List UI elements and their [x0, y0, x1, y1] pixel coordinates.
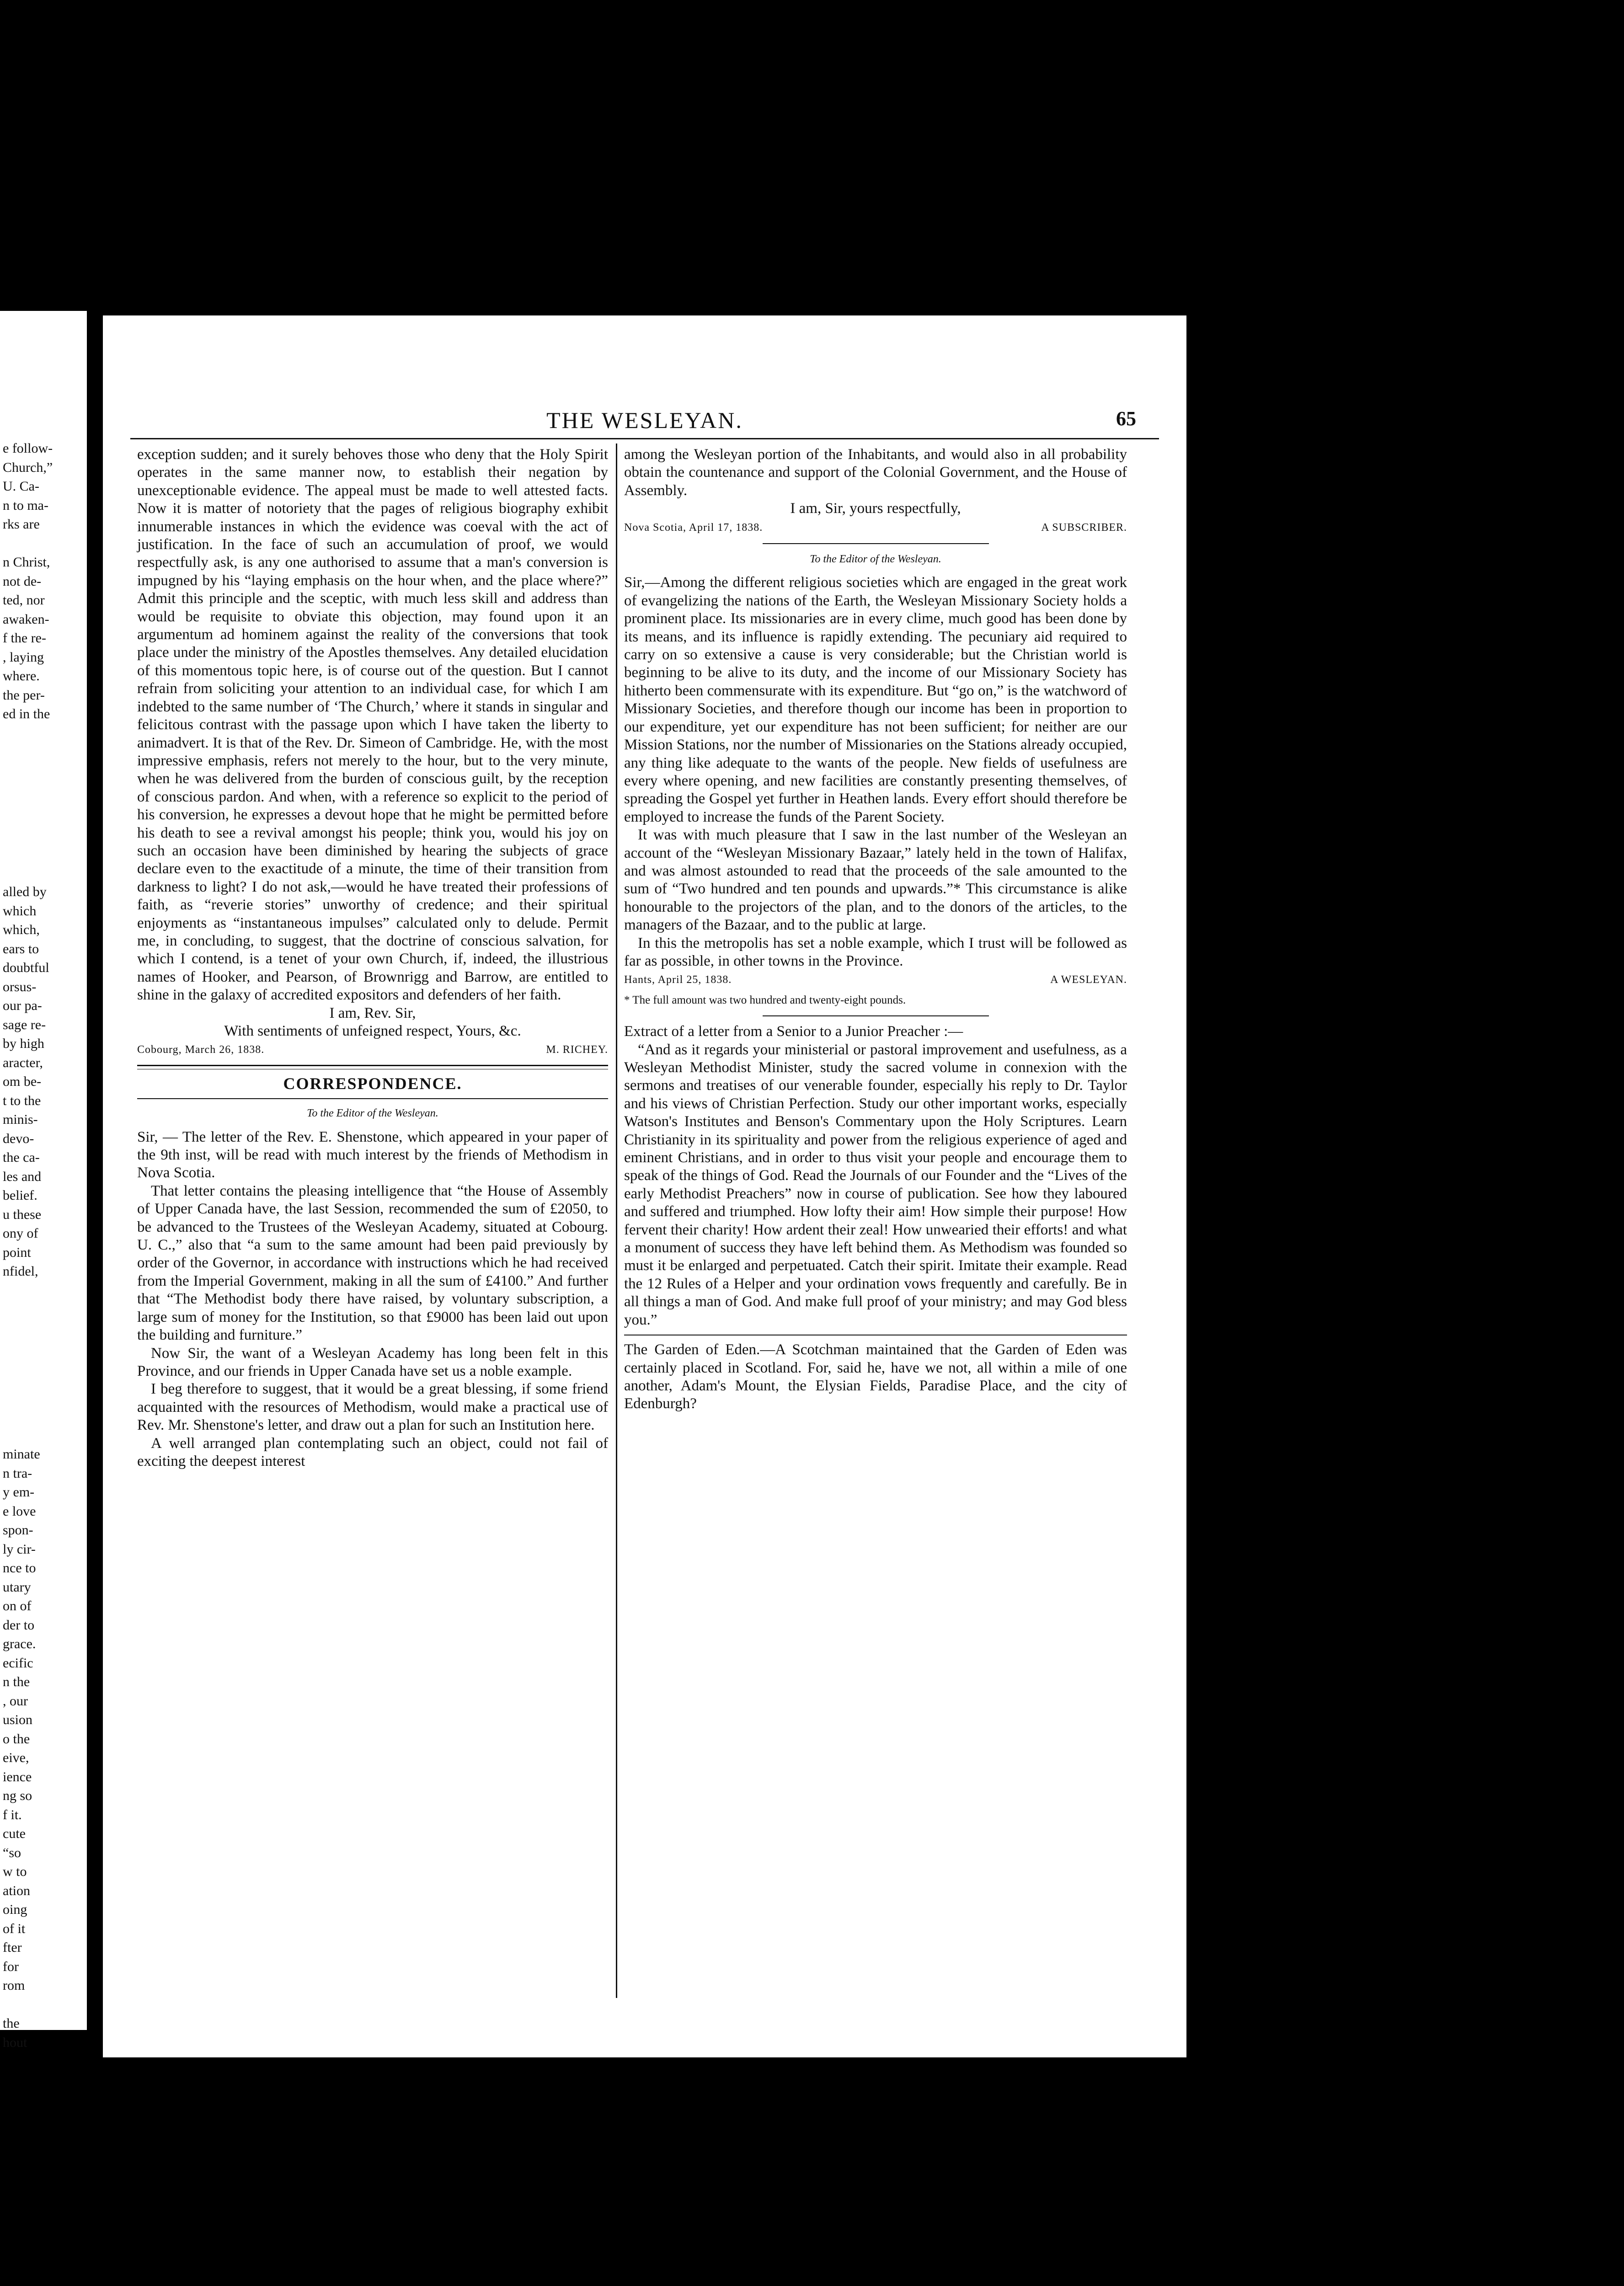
fragment-line: the — [3, 2016, 20, 2031]
fragment-line: spon- — [3, 1522, 33, 1538]
fragment-line: nce to — [3, 1560, 36, 1576]
fragment-line: rks are — [3, 517, 40, 532]
signature-place: Nova Scotia, April 17, 1838. — [624, 521, 763, 534]
closing-line: With sentiments of unfeigned respect, Yours, &c. — [224, 1023, 521, 1039]
fragment-line: der to — [3, 1617, 35, 1633]
fragment-line: aracter, — [3, 1055, 43, 1070]
article-paragraph: exception sudden; and it surely behoves those who deny that the Holy Spirit operates in the same manner now, to establish their negation by unexceptionable evidence. The appeal must be made to well attested facts. Now it is matter of notoriety that the pages of religious biography exhibit innumerable instances in which the evidence was coeval with the act of justification. In the face of such an accumulation of proof, we would respectfully ask, is any one authorised to assume that a man's conversion is impugned by his “laying emphasis on the hour when, and the place where?” Admit this principle and the sceptic, with much less skill and address than would be requisite to obviate this objection, may found upon it an argumentum ad hominem against the reality of the conversions that took place under the ministry of the Apostles themselves. Any detailed elucidation of this momentous topic here, is of course out of the question. But I cannot refrain from soliciting your attention to an individual case, for which I am indebted to the same number of ‘The Church,’ where it stands in singular and felicitous contrast with the passage upon which I have taken the liberty to animadvert. It is that of the Rev. Dr. Simeon of Cambridge. He, with the most impressive emphasis, refers not merely to the hour, but to the very minute, when he was delivered from the burden of conscious guilt, by the reception of conscious pardon. And when, with a reference so explicit to the period of his conversion, he expresses a devout hope that he might be permitted before his death to see a revival amongst his people; think you, would his joy on such an occasion have been diminished by hearing the subjects of grace declare even to the exactitude of a minute, the time of their transition from darkness to light? I do not ask,—would he have treated their professions of faith, as “reverie stories” unworthy of credence; and their spiritual enjoyments as “instantaneous impulses” calculated only to delude. Permit me, in concluding, to suggest, that the doctrine of conscious salvation, for which I contend, is a tenet of your own Church, if, indeed, the illustrious names of Hooker, and Pearson, of Brownrigg and Barrow, are entitled to shine in the galaxy of accredited expositors and defenders of her faith. — [137, 446, 608, 1004]
closing-line: I am, Rev. Sir, — [329, 1004, 416, 1021]
fragment-line: ted, nor — [3, 593, 45, 608]
article-paragraph: I beg therefore to suggest, that it would be a great blessing, if some friend acquainted with the resources of Methodism, would make a practical use of Rev. Mr. Shenstone's letter, and draw out a plan for such an Institution here. — [137, 1381, 608, 1434]
fragment-line: of it — [3, 1921, 26, 1936]
fragment-line: ecific — [3, 1655, 33, 1671]
fragment-line: orsus- — [3, 979, 37, 994]
fragment-line: f it. — [3, 1807, 22, 1822]
fragment-line: U. Ca- — [3, 479, 39, 494]
signature-name: A SUBSCRIBER. — [1041, 521, 1127, 534]
article-paragraph: Sir,—Among the different religious societies which are engaged in the great work of evangelizing the nations of the Earth, the Wesleyan Missionary Society holds a prominent place. Its missionaries are in every clime, much good has been done by its means, and its influence is rapidly extending. The pecuniary aid required to carry on so extensive a cause is very considerable; but the Christian world is beginning to be alive to its duty, and the income of our Missionary Society has hitherto been commensurate with its expenditure. But “go on,” is the watchword of Missionary Societies, and therefore though our income has been in proportion to our expenditure, yet our expenditure has not been sufficient; for neither are our Mission Stations, nor the number of Missionaries on the Stations already occupied, any thing like adequate to the wants of the people. New fields of usefulness are every where opening, and new facilities are constantly presenting themselves, of spreading the Gospel yet further in Heathen lands. Every effort should therefore be employed to increase the funds of the Parent Society. — [624, 574, 1127, 825]
fragment-line: point — [3, 1244, 31, 1260]
fragment-line — [3, 1995, 87, 2014]
fragment-line: the per- — [3, 687, 45, 703]
article-paragraph: Now Sir, the want of a Wesleyan Academy has long been felt in this Province, and our friends in Upper Canada have set us a noble example. — [137, 1345, 608, 1379]
fragment-line: , our — [3, 1693, 28, 1709]
section-rule — [137, 1065, 608, 1069]
signature-place: Hants, April 25, 1838. — [624, 974, 732, 986]
fragment-line: devo- — [3, 1131, 34, 1146]
signature-name: M. RICHEY. — [546, 1044, 608, 1056]
fragment-line: ed in the — [3, 706, 50, 721]
fragment-line: not de- — [3, 573, 42, 589]
right-column — [624, 446, 1127, 1413]
adjacent-page-fragment-b — [3, 882, 87, 1281]
fragment-line: awaken- — [3, 611, 49, 627]
fragment-line: ears to — [3, 941, 39, 956]
fragment-line: the ca- — [3, 1150, 40, 1165]
fragment-line: t to the — [3, 1093, 41, 1108]
fragment-line: nfidel, — [3, 1264, 38, 1279]
signature-line — [624, 519, 1127, 537]
fragment-line: by high — [3, 1036, 44, 1051]
fragment-line: on of — [3, 1598, 32, 1613]
fragment-line: f the re- — [3, 630, 46, 646]
newspaper-page — [103, 315, 1186, 2057]
letter-heading: To the Editor of the Wesleyan. — [810, 553, 941, 566]
fragment-line: belief. — [3, 1188, 37, 1203]
article-paragraph: A well arranged plan contemplating such an object, could not fail of exciting the deepest interest — [137, 1435, 608, 1469]
header-rule — [130, 438, 1159, 439]
fragment-line: “so — [3, 1845, 21, 1860]
letter-heading: To the Editor of the Wesleyan. — [307, 1107, 438, 1120]
fragment-line: w to — [3, 1864, 27, 1879]
fragment-line: rom — [3, 1978, 25, 1993]
article-paragraph: That letter contains the pleasing intelligence that “the House of Assembly of Upper Canada have, the last Session, recommended the sum of £2050, to be advanced to the Trustees of the Wesleyan Academy, situated at Cobourg. U. C.,” also that “a sum to the same amount had been paid previously by order of the Governor, in accordance with instructions which he had received from the Imperial Government, making in all the sum of £4100.” And further that “The Methodist body there have raised, by voluntary subscription, a large sum of money for the Institution, so that £9000 has been laid out upon the building and furniture.” — [137, 1182, 608, 1344]
fragment-line: sage re- — [3, 1017, 46, 1032]
fragment-line: ly cir- — [3, 1541, 36, 1557]
fragment-line: where. — [3, 668, 40, 684]
article-paragraph: It was with much pleasure that I saw in the last number of the Wesleyan an account of the “Wesleyan Missionary Bazaar,” lately held in the town of Halifax, and was almost astounded to read that the proceeds of the sale amounted to the sum of “Two hundred and ten pounds and upwards.”* This circumstance is alike honourable to the projectors of the plan, and to the donors of the articles, to the managers of the Bazaar, and to the public at large. — [624, 827, 1127, 934]
fragment-line — [3, 534, 87, 553]
fragment-line: grace. — [3, 1636, 36, 1651]
fragment-line: eive, — [3, 1750, 29, 1765]
fragment-line: minis- — [3, 1112, 38, 1127]
fragment-line: e follow- — [3, 441, 53, 456]
signature-line — [624, 971, 1127, 989]
fragment-line: which, — [3, 922, 40, 937]
fragment-line: our pa- — [3, 998, 42, 1013]
fragment-line: alled by — [3, 884, 47, 899]
extract-intro: Extract of a letter from a Senior to a Junior Preacher :— — [624, 1023, 963, 1040]
article-paragraph: Sir, — The letter of the Rev. E. Shenstone, which appeared in your paper of the 9th inst, will be read with much interest by the friends of Methodism in Nova Scotia. — [137, 1128, 608, 1181]
signature-place: Cobourg, March 26, 1838. — [137, 1044, 265, 1056]
fragment-line: n tra- — [3, 1465, 32, 1481]
fragment-line: o the — [3, 1731, 30, 1747]
article-paragraph: “And as it regards your ministerial or pastoral improvement and usefulness, as a Wesleyan Methodist Minister, study the sacred volume in connexion with the sermons and treatises of our venerable founder, especially his reply to Dr. Taylor and his views of Christian Perfection. Study our other important works, especially Watson's Institutes and Benson's Commentary upon the Holy Scriptures. Learn Christianity in its spirituality and power from the religious experience of aged and eminent Christians, and in order to thus visit your people and encourage them to speak of the things of God. Read the Journals of our Founder and the “Lives of the early Methodist Preachers” now in course of publication. See how they laboured and suffered and triumphed. How lofty their aim! How simple their purpose! How fervent their charity! How ardent their zeal! How unwearied their efforts! and what a monument of success they have left behind them. As Methodism was founded so must it be enlarged and perpetuated. Catch their spirit. Imitate their example. Read the 12 Rules of a Helper and your ordination vows frequently and carefully. Be in all things a man of God. And make full proof of your ministry; and may God bless you.” — [624, 1041, 1127, 1328]
fragment-line: for — [3, 1959, 19, 1974]
fragment-line: , laying — [3, 649, 44, 665]
fragment-line: e love — [3, 1503, 36, 1519]
fragment-line: y em- — [3, 1485, 35, 1500]
signature-name: A WESLEYAN. — [1050, 974, 1127, 986]
closing-line: I am, Sir, yours respectfully, — [790, 500, 961, 517]
fragment-line: hout — [3, 2035, 27, 2050]
page-header — [103, 315, 1186, 453]
fragment-line: Church,” — [3, 459, 53, 475]
fragment-line: om be- — [3, 1074, 42, 1089]
divider-rule — [763, 1015, 989, 1016]
signature-line — [137, 1041, 608, 1059]
section-heading: CORRESPONDENCE. — [283, 1074, 462, 1093]
fragment-line: minate — [3, 1447, 40, 1462]
adjacent-page-strip — [0, 311, 87, 2050]
fragment-line: which — [3, 903, 37, 919]
divider-rule — [763, 543, 989, 544]
page-number: 65 — [1116, 407, 1136, 430]
fragment-line: les and — [3, 1169, 42, 1184]
fragment-line: u these — [3, 1207, 42, 1222]
fragment-line: usion — [3, 1712, 33, 1727]
fragment-line: ience — [3, 1769, 32, 1784]
page-title: THE WESLEYAN. — [546, 407, 743, 433]
footnote: * The full amount was two hundred and twenty-eight pounds. — [624, 993, 906, 1006]
fragment-line: ony of — [3, 1226, 38, 1241]
adjacent-page-fragment-a — [3, 439, 87, 724]
fragment-line: n the — [3, 1674, 30, 1689]
fragment-line: ation — [3, 1883, 30, 1898]
article-paragraph: among the Wesleyan portion of the Inhabitants, and would also in all probability obtain the countenance and support of the Colonial Government, and the House of Assembly. — [624, 446, 1127, 499]
fragment-line: ng so — [3, 1788, 32, 1803]
fragment-line: utary — [3, 1579, 31, 1595]
article-paragraph: The Garden of Eden.—A Scotchman maintained that the Garden of Eden was certainly placed in Scotland. For, said he, have we not, all within a mile of one another, Adam's Mount, the Elysian Fields, Paradise Place, and the city of Edenburgh? — [624, 1341, 1127, 1412]
fragment-line: fter — [3, 1940, 22, 1955]
left-column — [137, 446, 608, 1470]
fragment-line: oing — [3, 1902, 27, 1917]
fragment-line: n to ma- — [3, 497, 48, 513]
article-paragraph: In this the metropolis has set a noble example, which I trust will be followed as far as possible, in other towns in the Province. — [624, 935, 1127, 969]
section-rule — [137, 1098, 608, 1099]
column-divider — [616, 443, 617, 1998]
fragment-line: doubtful — [3, 960, 49, 975]
fragment-line: cute — [3, 1826, 26, 1841]
adjacent-page-fragment-c — [3, 1445, 87, 2052]
fragment-line: n Christ, — [3, 555, 50, 570]
